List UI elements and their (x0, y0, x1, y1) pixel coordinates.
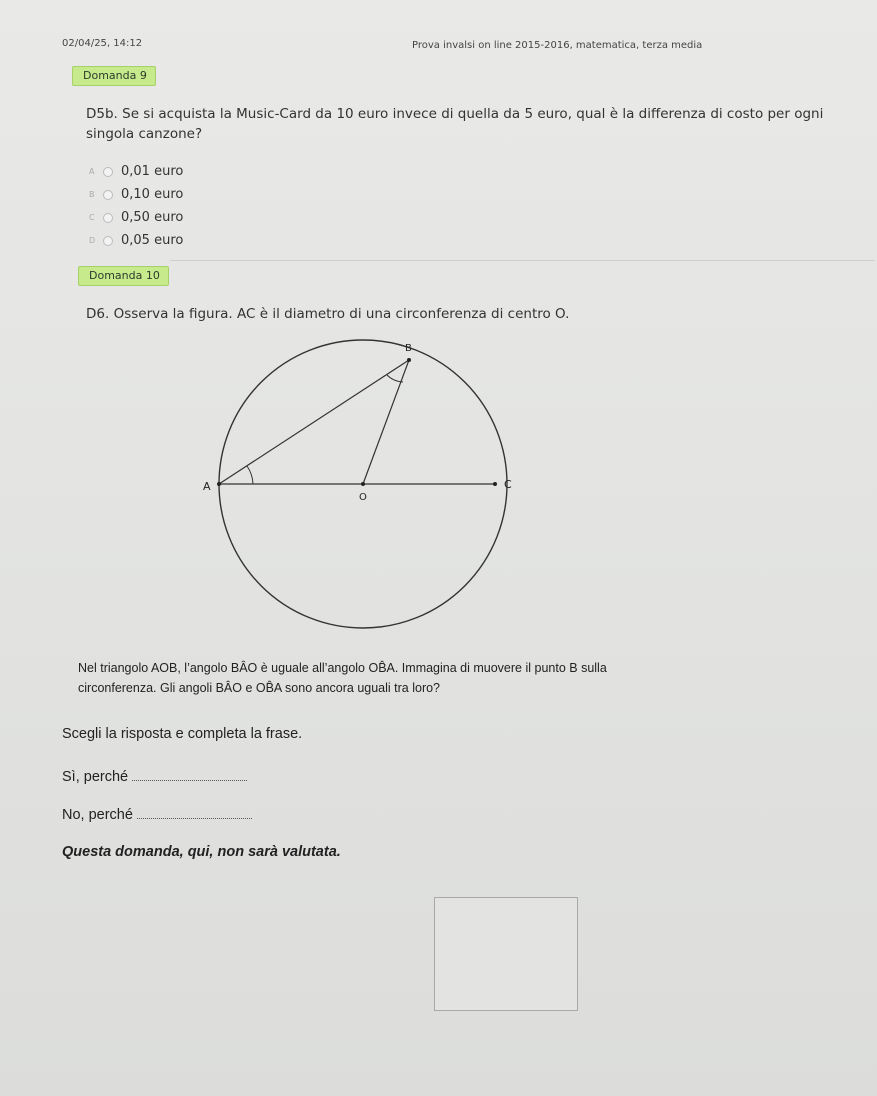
angle-bao-arc (247, 466, 253, 484)
label-a: A (203, 480, 211, 493)
radio-button[interactable] (103, 236, 113, 246)
question-paragraph: Nel triangolo AOB, l’angolo BÂO è uguale all’angolo OB̂A. Immagina di muovere il punto B sulla circonferenza. Gli angoli BÂO e OB̂A sono ancora uguali tra loro? (78, 661, 607, 695)
point-b (407, 358, 411, 362)
option-letter: D (89, 236, 96, 245)
option-letter: C (89, 213, 95, 222)
answer-yes[interactable] (62, 768, 247, 785)
option-c[interactable] (89, 210, 183, 225)
answer-no[interactable] (62, 806, 252, 823)
option-text: 0,10 euro (121, 187, 184, 202)
question-text: D5b. Se si acquista la Music-Card da 10 euro invece di quella da 5 euro, qual è la differenza di costo per ogni singola canzone? (86, 106, 824, 142)
separator (170, 260, 875, 261)
option-b[interactable] (89, 187, 183, 202)
print-datetime: 02/04/25, 14:12 (62, 38, 143, 49)
option-d[interactable] (89, 233, 183, 248)
print-title: Prova invalsi on line 2015-2016, matematica, terza media (412, 40, 703, 51)
option-text: 0,50 euro (121, 210, 184, 225)
question-label: Domanda 10 (78, 266, 169, 286)
answer-yes-label: Sì, perché (62, 769, 129, 785)
label-c: C (504, 478, 512, 491)
option-text: 0,05 euro (121, 233, 184, 248)
radio-button[interactable] (103, 213, 113, 223)
instruction: Scegli la risposta e completa la frase. (62, 726, 303, 742)
answer-yes-blank[interactable] (132, 768, 247, 781)
label-o: O (359, 492, 367, 503)
segment-ab (219, 360, 409, 484)
point-c (493, 482, 497, 486)
option-letter: B (89, 190, 95, 199)
answer-no-label: No, perché (62, 807, 133, 823)
segment-ob (363, 360, 409, 484)
option-text: 0,01 euro (121, 164, 184, 179)
radio-button[interactable] (103, 190, 113, 200)
radio-button[interactable] (103, 167, 113, 177)
answer-box[interactable] (434, 897, 578, 1011)
option-letter: A (89, 167, 95, 176)
question-label: Domanda 9 (72, 66, 156, 86)
label-b: B (405, 343, 412, 354)
note: Questa domanda, qui, non sarà valutata. (62, 844, 341, 860)
option-a[interactable] (89, 164, 183, 179)
question-text: D6. Osserva la figura. AC è il diametro di una circonferenza di centro O. (86, 306, 570, 322)
circle-figure (190, 335, 520, 635)
point-a (217, 482, 221, 486)
answer-no-blank[interactable] (137, 806, 252, 819)
point-o (361, 482, 365, 486)
